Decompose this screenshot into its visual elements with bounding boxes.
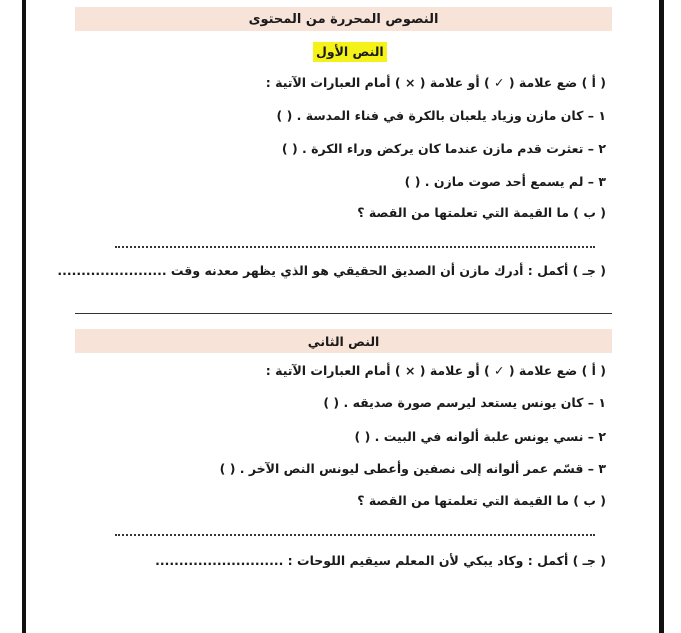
section-2-answer-line[interactable] xyxy=(115,534,595,536)
section-divider xyxy=(75,313,612,314)
section-2-statement-3: ٣ – قسّم عمر ألوانه إلى نصفين وأعطى ليونس النص الآخر . ( ) xyxy=(219,461,606,476)
section-2-title: النص الثاني xyxy=(307,333,380,349)
document-header-bar xyxy=(75,7,612,31)
section-2-part-a-instruction: ( أ ) ضع علامة ( ✓ ) أو علامة ( × ) أمام العبارات الآتية : xyxy=(265,363,606,378)
page-frame-right xyxy=(659,0,664,633)
section-1-statement-1: ١ – كان مازن وزياد يلعبان بالكرة في فناء المدسة . ( ) xyxy=(276,108,606,123)
section-1-title: النص الأول xyxy=(313,42,387,62)
page-frame-left xyxy=(22,0,26,633)
section-2-part-b-question: ( ب ) ما القيمة التي تعلمتها من القصة ؟ xyxy=(357,493,606,508)
section-2-title-bar xyxy=(75,329,612,353)
section-2-statement-1: ١ – كان يونس يستعد ليرسم صورة صديقه . ( ) xyxy=(323,395,606,410)
section-2-part-c-prompt: ( جـ ) أكمل : وكاد يبكي لأن المعلم سيقيم اللوحات : ........................... xyxy=(155,553,606,568)
section-1-part-c-prompt: ( جـ ) أكمل : أدرك مازن أن الصديق الحقيقي هو الذي يظهر معدنه وقت ....................... xyxy=(57,263,606,278)
section-1-part-b-question: ( ب ) ما القيمة التي تعلمتها من القصة ؟ xyxy=(357,205,606,220)
section-1-part-a-instruction: ( أ ) ضع علامة ( ✓ ) أو علامة ( × ) أمام العبارات الآتية : xyxy=(265,75,606,90)
section-1-statement-2: ٢ – تعثرت قدم مازن عندما كان يركض وراء الكرة . ( ) xyxy=(281,141,606,156)
section-1-statement-3: ٣ – لم يسمع أحد صوت مازن . ( ) xyxy=(404,174,606,189)
document-header-title: النصوص المحررة من المحتوى xyxy=(248,11,439,27)
section-2-statement-2: ٢ – نسي يونس علبة ألوانه في البيت . ( ) xyxy=(354,429,606,444)
section-1-answer-line[interactable] xyxy=(115,246,595,248)
